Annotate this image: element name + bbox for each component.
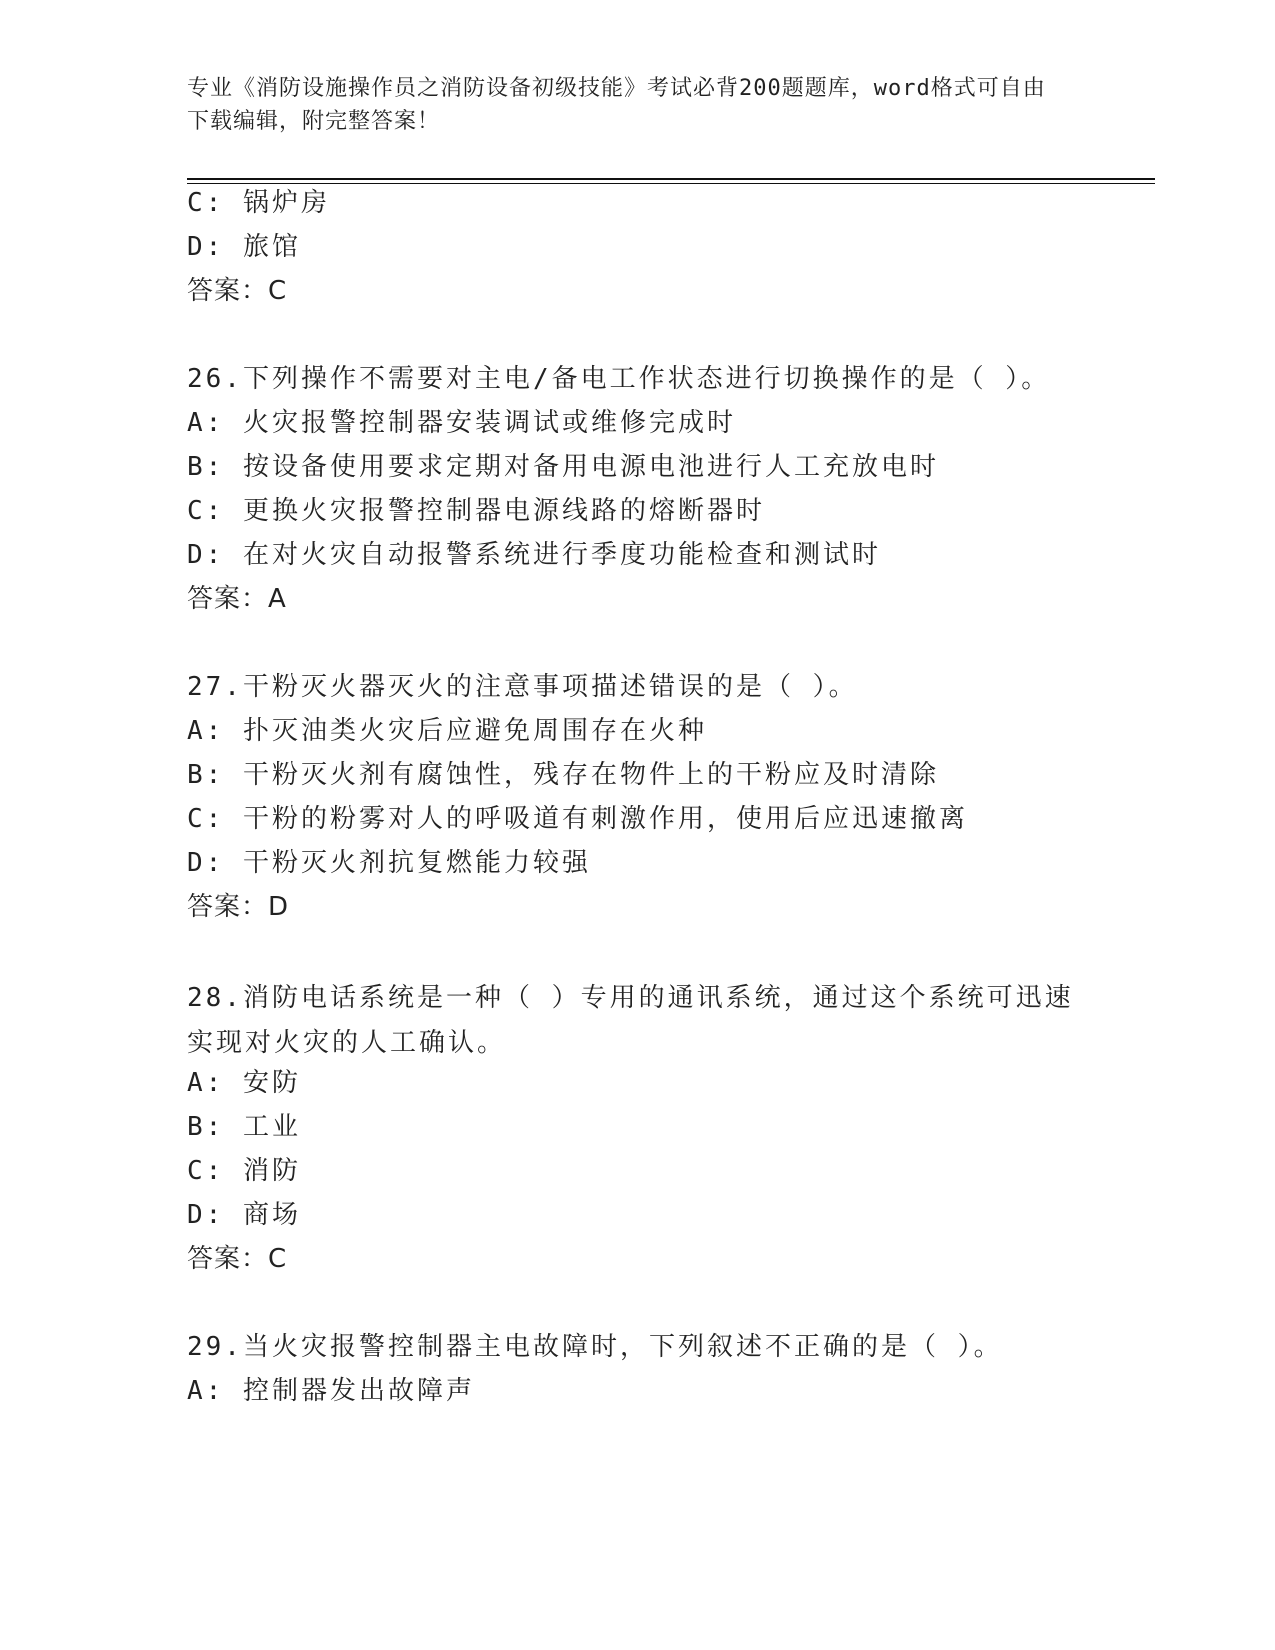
q27-option-d: D: 干粉灭火剂抗复燃能力较强	[187, 848, 591, 878]
q26-option-d: D: 在对火灾自动报警系统进行季度功能检查和测试时	[187, 540, 881, 570]
q27-option-b: B: 干粉灭火剂有腐蚀性，残存在物件上的干粉应及时清除	[187, 760, 939, 790]
q26-option-c: C: 更换火灾报警控制器电源线路的熔断器时	[187, 496, 765, 526]
q27-answer: 答案：D	[187, 892, 290, 922]
header-divider-thin	[187, 183, 1155, 184]
q27-option-a: A: 扑灭油类火灾后应避免周围存在火种	[187, 716, 707, 746]
q27-stem: 27.干粉灭火器灭火的注意事项描述错误的是（ ）。	[187, 672, 858, 702]
q27-option-c: C: 干粉的粉雾对人的呼吸道有刺激作用，使用后应迅速撤离	[187, 804, 968, 834]
q28-option-a: A: 安防	[187, 1068, 301, 1098]
prev-answer: 答案：C	[187, 276, 288, 306]
q29-stem: 29.当火灾报警控制器主电故障时，下列叙述不正确的是（ ）。	[187, 1332, 1003, 1362]
q26-option-a: A: 火灾报警控制器安装调试或维修完成时	[187, 408, 736, 438]
q28-option-b: B: 工业	[187, 1112, 301, 1142]
header-divider-thick	[187, 178, 1155, 180]
q26-stem: 26.下列操作不需要对主电/备电工作状态进行切换操作的是（ ）。	[187, 364, 1051, 394]
q26-answer: 答案：A	[187, 584, 287, 614]
prev-option-d: D: 旅馆	[187, 232, 301, 262]
q29-option-a: A: 控制器发出故障声	[187, 1376, 475, 1406]
q28-option-c: C: 消防	[187, 1156, 301, 1186]
q28-option-d: D: 商场	[187, 1200, 301, 1230]
page-header-title: 专业《消防设施操作员之消防设备初级技能》考试必背200题题库，word格式可自由下载编辑，附完整答案！	[187, 76, 1046, 134]
q26-option-b: B: 按设备使用要求定期对备用电源电池进行人工充放电时	[187, 452, 939, 482]
prev-option-c: C: 锅炉房	[187, 188, 330, 218]
q28-stem: 28.消防电话系统是一种（ ）专用的通讯系统，通过这个系统可迅速实现对火灾的人工确认。	[187, 983, 1074, 1058]
q28-answer: 答案：C	[187, 1244, 288, 1274]
